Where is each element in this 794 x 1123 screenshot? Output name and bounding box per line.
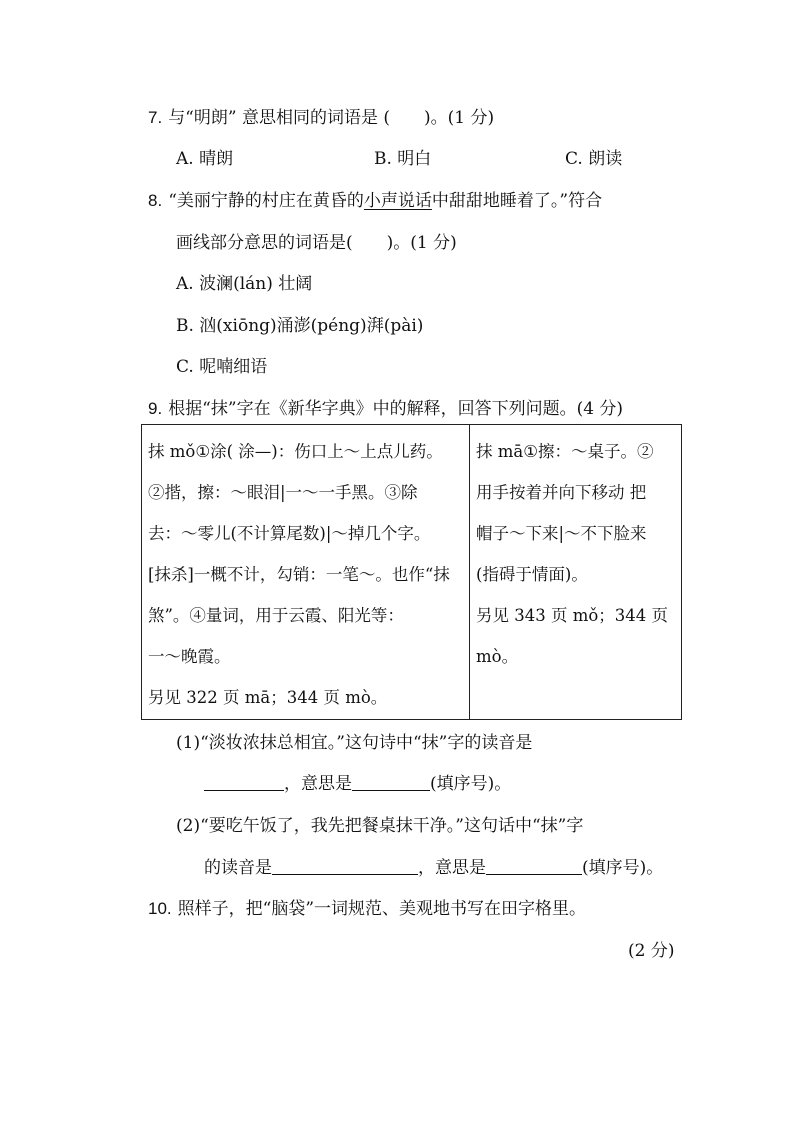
q9-sub2-meaning-blank[interactable] — [486, 856, 582, 875]
q7-option-b: B. 明白 — [374, 149, 432, 169]
entry-mo-line: 煞”。④量词，用于云霞、阳光等： — [148, 606, 404, 625]
q10-number: 10. — [148, 899, 172, 918]
q9-sub2-end: (填序号)。 — [582, 858, 664, 878]
entry-ma-line: 用手按着并向下移动 把 — [476, 483, 647, 502]
q9-sub1-mid: ，意思是 — [284, 774, 352, 794]
q9-sub2-line2 — [204, 856, 663, 880]
q9-sub1-line2 — [204, 772, 511, 796]
q8-option-a: A. 波澜(lán) 壮阔 — [176, 274, 313, 294]
q9-sub2-number: (2) — [176, 816, 201, 836]
q8-stem-after: 中甜甜地睡着了。”符合 — [431, 191, 603, 211]
q9-sub2-mid: ，意思是 — [418, 858, 486, 878]
q8-underlined-phrase: 小声说话 — [363, 191, 432, 211]
q7-option-c: C. 朗读 — [565, 149, 623, 169]
q10-stem: 照样子，把“脑袋”一词规范、美观地书写在田字格里。 — [177, 899, 587, 919]
q9-sub2-reading-blank[interactable] — [272, 856, 418, 875]
entry-mo-line: 去：～零儿(不计算尾数)|～掉几个字。 — [148, 524, 431, 543]
q9-number: 9. — [148, 399, 163, 418]
q9-sub2-text: “要吃午饭了，我先把餐桌抹干净。”这句话中“抹”字 — [200, 816, 584, 836]
q8-stem-line1 — [148, 189, 602, 213]
q9-stem: 根据“抹”字在《新华字典》中的解释，回答下列问题。(4 分) — [168, 399, 624, 419]
entry-mo-line: ②揩，擦：～眼泪|一～一手黑。③除 — [148, 483, 418, 502]
entry-mo-line: 一～晚霞。 — [148, 647, 231, 666]
entry-ma-line: 抹 mā①擦：～桌子。② — [476, 442, 654, 461]
dictionary-entry-mo — [142, 425, 470, 720]
entry-ma-line: (指碍于情面)。 — [476, 565, 588, 584]
q9-sub1-line1 — [176, 731, 532, 755]
entry-ma-line: mò。 — [476, 647, 519, 666]
q7-option-a: A. 晴朗 — [176, 149, 234, 169]
q9-sub1-end: (填序号)。 — [430, 774, 512, 794]
dictionary-entry-ma — [470, 425, 682, 720]
q7-number: 7. — [148, 108, 163, 127]
q7-stem-line — [148, 106, 494, 130]
entry-mo-line: 另见 322 页 mā；344 页 mò。 — [148, 688, 388, 707]
dictionary-table — [141, 424, 682, 720]
q9-stem-line — [148, 397, 623, 421]
q8-number: 8. — [148, 191, 163, 210]
q9-sub2-line1 — [176, 814, 583, 838]
q7-stem: 与“明朗” 意思相同的词语是 ( )。(1 分) — [168, 108, 495, 128]
entry-ma-line: 帽子～下来|～不下脸来 — [476, 524, 647, 543]
entry-mo-line: [抹杀]一概不计，勾销：一笔～。也作“抹 — [148, 565, 450, 584]
q8-stem-before: “美丽宁静的村庄在黄昏的 — [168, 191, 364, 211]
q9-sub1-reading-blank[interactable] — [204, 772, 284, 791]
q8-option-b: B. 汹(xiōng)涌澎(péng)湃(pài) — [176, 316, 424, 336]
entry-mo-line: 抹 mǒ①涂( 涂—)：伤口上～上点儿药。 — [148, 442, 443, 461]
q8-stem-line2: 画线部分意思的词语是( )。(1 分) — [176, 233, 457, 253]
q9-sub1-meaning-blank[interactable] — [352, 772, 430, 791]
q9-sub2-pre: 的读音是 — [204, 858, 272, 878]
entry-ma-line: 另见 343 页 mǒ；344 页 — [476, 606, 669, 625]
q10-score: (2 分) — [628, 941, 675, 961]
q8-option-c: C. 呢喃细语 — [176, 357, 268, 377]
q9-sub1-number: (1) — [176, 733, 201, 753]
q10-stem-line — [148, 897, 586, 921]
q9-sub1-text: “淡妆浓抹总相宜。”这句诗中“抹”字的读音是 — [200, 733, 533, 753]
